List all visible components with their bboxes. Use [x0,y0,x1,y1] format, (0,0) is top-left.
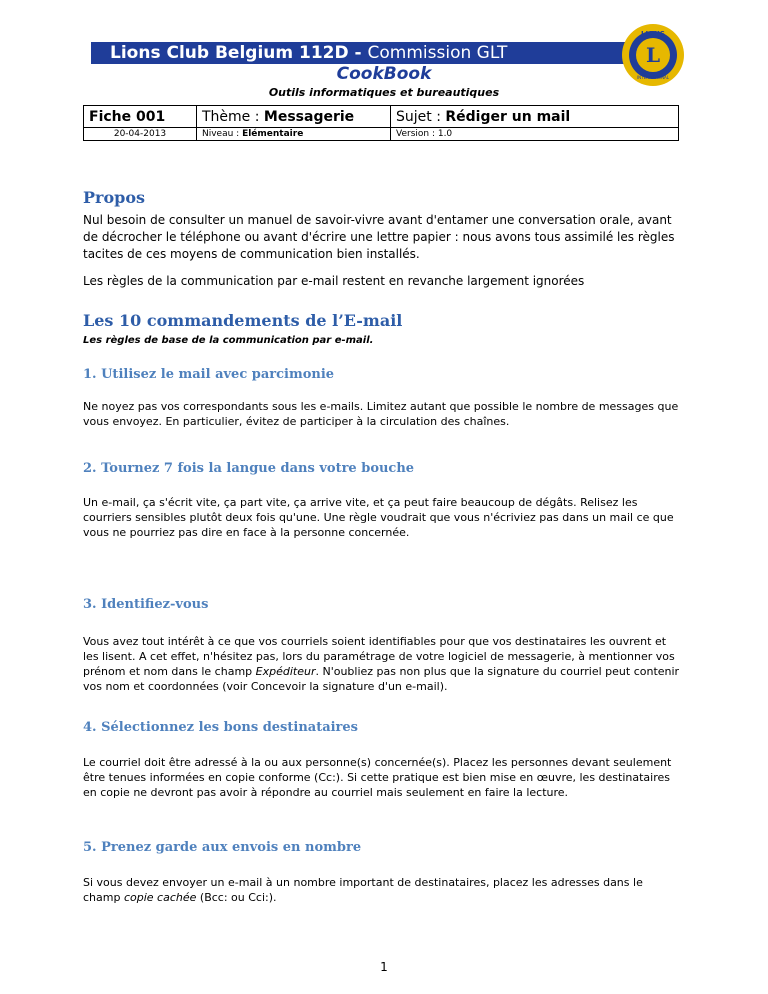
section-5-text [83,875,683,905]
section-5-heading: 5. Prenez garde aux envois en nombre [83,840,362,855]
commandements-heading: Les 10 commandements de l’E-mail [83,311,403,330]
logo-letter: L [645,43,661,67]
date-cell: 20-04-2013 [84,128,197,141]
theme-cell [197,106,391,128]
section-4-heading: 4. Sélectionnez les bons destinataires [83,720,358,735]
section-3-text [83,634,683,694]
niveau-cell [197,128,391,141]
section-3-text-after: . N'oubliez pas non plus que la signature du courriel peut contenir vos nom et coordonnées (voir Concevoir la signature d'un e-mail). [83,665,680,693]
section-2-text: Un e-mail, ça s'écrit vite, ça part vite, ça arrive vite, et ça peut faire beaucoup de dégâts. Relisez les courriers sensibles plutôt deux fois qu'une. Une règle voudrait que vous n'écriviez pas dans un mail ce que vous ne pourriez pas dire en face à la personne concernée. [83,496,674,539]
propos-paragraph-1: Nul besoin de consulter un manuel de savoir-vivre avant d'entamer une conversation orale, avant de décrocher le téléphone ou avant d'écrire une lettre papier : nous avons tous assimilé les règles tacites de ces moyens de communication bien installés. [83,213,675,261]
section-1-heading: 1. Utilisez le mail avec parcimonie [83,367,335,382]
section-5-text-em: copie cachée [123,891,197,904]
logo-text-top: LIONS [641,30,665,38]
section-4-text: Le courriel doit être adressé à la ou aux personne(s) concernée(s). Placez les personnes devant seulement être tenues informées en copie conforme (Cc:). Si cette pratique est bien mise en œuvre, les destinataires en copie ne devront pas avoir à répondre au courriel mais seulement en faire la lecture. [83,756,672,799]
theme-value: Messagerie [263,108,355,125]
page-number: 1 [380,960,388,974]
fiche-cell: Fiche 001 [84,106,197,128]
propos-paragraph-2: Les règles de la communication par e-mail restent en revanche largement ignorées [83,274,585,288]
niveau-value: Elémentaire [242,129,304,139]
theme-label: Thème : [202,108,264,125]
section-1-text: Ne noyez pas vos correspondants sous les e-mails. Limitez autant que possible le nombre de messages que vous envoyez. En particulier, évitez de participer à la circulation des chaînes. [83,400,679,428]
logo-text-bottom: INTERNATIONAL [636,75,670,80]
club-name: Lions Club Belgium 112D - [110,43,368,63]
meta-table [83,105,679,141]
header-band [91,42,678,64]
sujet-cell [391,106,679,128]
document-title: CookBook [336,64,432,84]
section-5-text-before: Si vous devez envoyer un e-mail à un nombre important de destinataires, placez les adresses dans le champ [83,876,643,904]
version-cell: Version : 1.0 [391,128,679,141]
section-5-text-after: (Bcc: ou Cci:). [196,891,277,904]
section-3-text-before: Vous avez tout intérêt à ce que vos courriels soient identifiables pour que vos destinataires les ouvrent et les lisent. A cet effet, n'hésitez pas, lors du paramétrage de votre logiciel de messagerie, à mentionner vos prénom et nom dans le champ [83,635,675,678]
commission-name: Commission GLT [367,43,508,63]
sujet-value: Rédiger un mail [445,108,571,125]
document-subtitle: Outils informatiques et bureautiques [268,86,500,99]
section-3-heading: 3. Identifiez-vous [83,597,209,612]
commandements-tagline: Les règles de base de la communication par e-mail. [83,335,374,346]
niveau-label: Niveau : [202,129,243,139]
sujet-label: Sujet : [396,108,446,125]
section-2-heading: 2. Tournez 7 fois la langue dans votre bouche [83,461,415,476]
propos-heading: Propos [83,188,145,207]
section-3-text-em: Expéditeur [255,665,316,678]
